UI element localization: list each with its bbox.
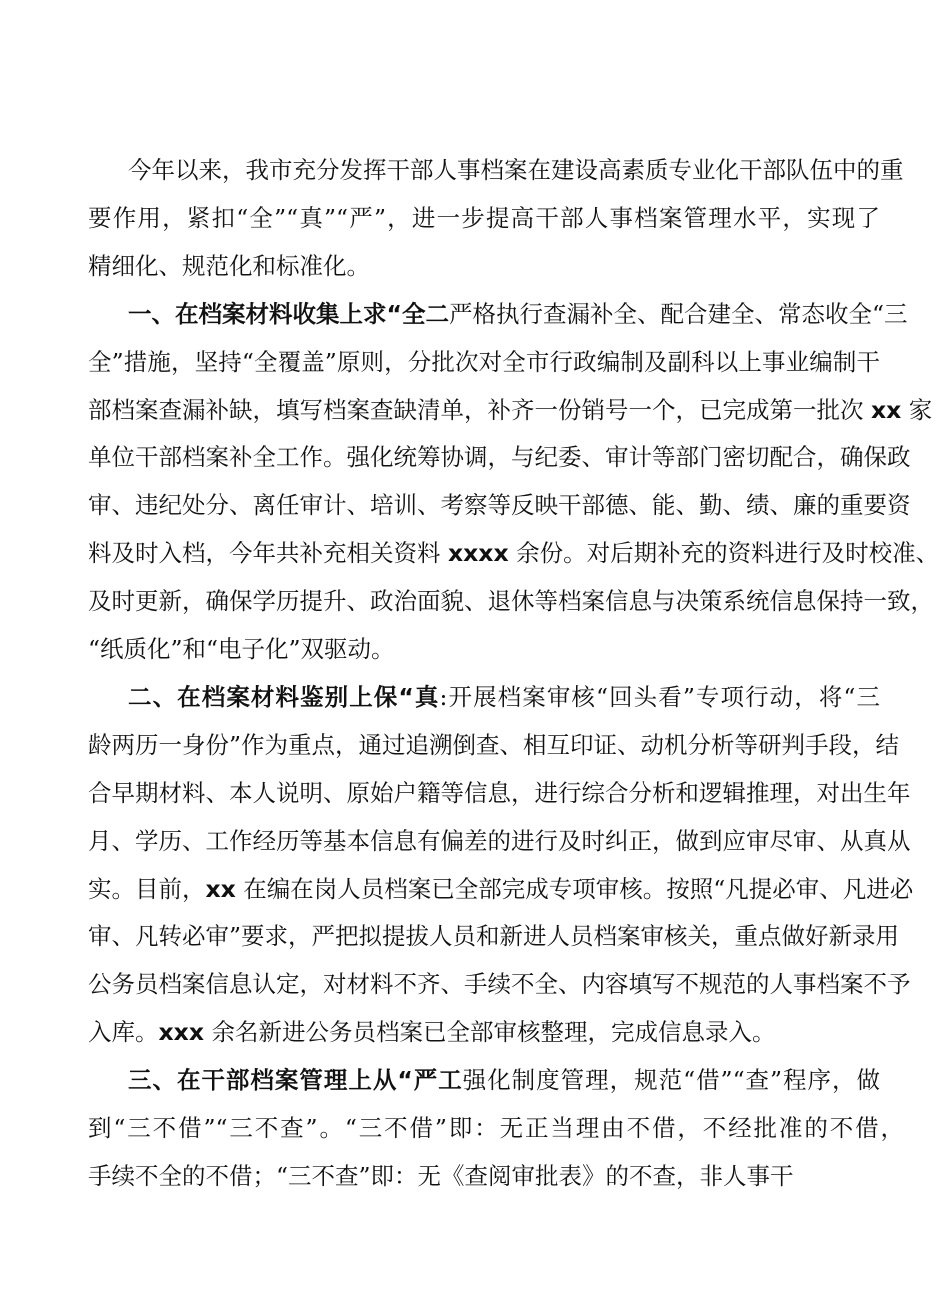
text-run: :开展档案审核“回头看”专项行动，将“三 — [439, 682, 880, 711]
text-line — [88, 778, 911, 808]
text-run: “纸质化”和“电子化”双驱动。 — [88, 635, 395, 663]
text-run: 全”措施，坚持“全覆盖”原则，分批次对全市行政编制及副科以上事业编制干 — [88, 347, 880, 376]
text-run: 家 — [901, 395, 933, 424]
text-line — [88, 490, 911, 520]
text-run: 入库。 — [88, 1018, 159, 1047]
text-run: 审、凡转必审”要求，严把拟提拔人员和新进人员档案审核关，重点做好新录用 — [88, 922, 900, 951]
bold-text-run: 三、在干部档案管理上从“严工 — [128, 1066, 463, 1095]
text-run: 龄两历一身份”作为重点，通过追溯倒查、相互印证、动机分析等研判手段，结 — [88, 730, 900, 759]
text-line — [88, 921, 900, 951]
text-line — [88, 442, 911, 472]
bold-text-run: xxxx — [447, 539, 509, 568]
bold-text-run: 一、在档案材料收集上求“全二 — [128, 299, 449, 328]
text-run: 严格执行查漏补全、配合建全、常态收全“三 — [448, 299, 908, 328]
bold-text-run: xx — [870, 395, 902, 424]
text-run: 实。目前， — [88, 874, 206, 903]
text-run: 月、学历、工作经历等基本信息有偏差的进行及时纠正，做到应审尽审、从真从 — [88, 826, 911, 855]
bold-text-run: xx — [205, 874, 236, 903]
text-line — [128, 682, 880, 712]
text-line — [128, 299, 908, 329]
text-run: 单位干部档案补全工作。强化统筹协调，与纪委、审计等部门密切配合，确保政 — [88, 443, 911, 472]
text-run: 合早期材料、本人说明、原始户籍等信息，进行综合分析和逻辑推理，对出生年 — [88, 778, 911, 807]
text-run: 要作用，紧扣“全”“真”“严”，进一步提高干部人事档案管理水平，实现了 — [88, 203, 880, 232]
text-run: 公务员档案信息认定，对材料不齐、手续不全、内容填写不规范的人事档案不予 — [88, 970, 911, 999]
text-line — [128, 1065, 880, 1095]
text-line — [88, 395, 933, 425]
text-run: 强化制度管理，规范“借”“查”程序，做 — [462, 1066, 880, 1095]
text-line — [88, 347, 880, 377]
text-line — [88, 251, 880, 281]
text-line — [88, 874, 914, 904]
text-line — [88, 1161, 880, 1191]
text-line — [88, 1113, 904, 1143]
bold-text-run: xxx — [158, 1018, 204, 1047]
text-run: 余份。对后期补充的资料进行及时校准、 — [508, 539, 939, 568]
text-line — [128, 155, 904, 185]
text-run: 在编在岗人员档案已全部完成专项审核。按照“凡提必审、凡进必 — [235, 874, 914, 903]
text-run: 审、违纪处分、离任审计、培训、考察等反映干部德、能、勤、绩、廉的重要资 — [88, 491, 911, 520]
text-line — [88, 1017, 880, 1047]
text-line — [88, 969, 911, 999]
text-run: 余名新进公务员档案已全部审核整理，完成信息录入。 — [203, 1018, 776, 1047]
text-run: 手续不全的不借；“三不查”即：无《查阅审批表》的不查，非人事干 — [88, 1161, 794, 1190]
bold-text-run: 二、在档案材料鉴别上保“真 — [128, 682, 440, 711]
text-run: 精细化、规范化和标准化。 — [88, 251, 370, 280]
text-run: 及时更新，确保学历提升、政治面貌、退休等档案信息与决策系统信息保持一致， — [88, 587, 934, 616]
text-run: 部档案查漏补缺，填写档案查缺清单，补齐一份销号一个，已完成第一批次 — [88, 395, 871, 424]
text-line — [88, 586, 934, 616]
text-run: 料及时入档，今年共补充相关资料 — [88, 539, 448, 568]
text-line — [88, 826, 911, 856]
text-run: 今年以来，我市充分发挥干部人事档案在建设高素质专业化干部队伍中的重 — [128, 156, 904, 184]
text-line — [88, 634, 880, 664]
text-line — [88, 730, 900, 760]
text-line — [88, 538, 939, 568]
text-run: 到“三不借”“三不查”。“三不借”即：无正当理由不借，不经批准的不借， — [88, 1114, 904, 1142]
text-line — [88, 203, 880, 233]
